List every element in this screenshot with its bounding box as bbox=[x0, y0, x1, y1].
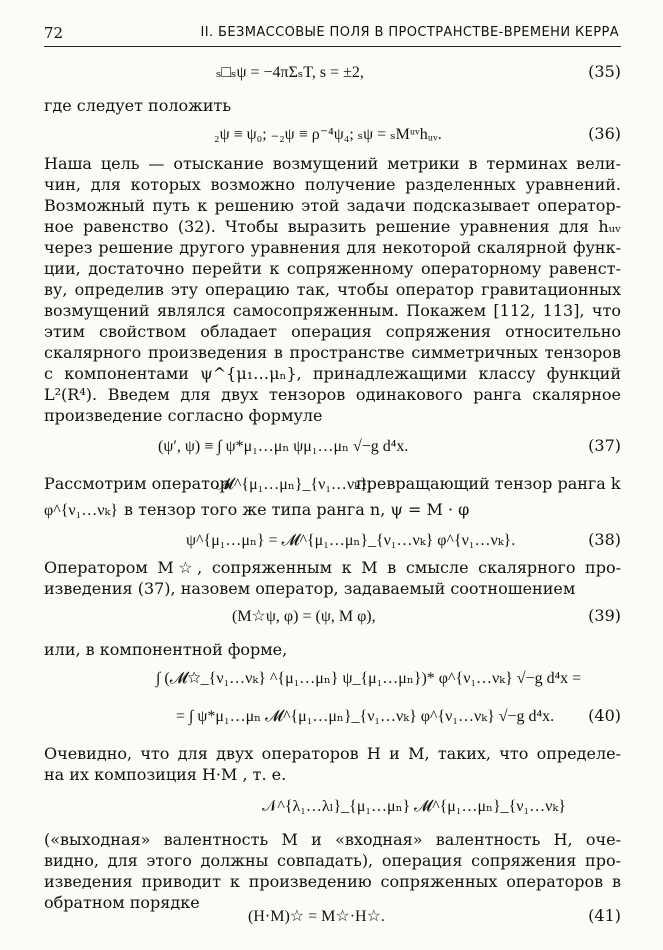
equation-number-38: (38) bbox=[588, 530, 621, 549]
text-line: или, в компонентной форме, bbox=[44, 640, 288, 659]
text-line: где следует положить bbox=[44, 96, 232, 115]
equation-40-line-1: ∫ (𝓜☆_{ν₁…νₖ} ^{μ₁…μₙ} ψ_{μ₁…μₙ})* φ^{ν₁…νₖ} √−g d⁴x = bbox=[156, 670, 582, 687]
paragraph-line: видно, для этого должны совпадать), операция сопряжения про- bbox=[44, 851, 621, 870]
equation-35: ₛ□ₛψ = −4πΣₛT, s = ±2, bbox=[216, 64, 364, 81]
text-line: превращающий тензор ранга k bbox=[356, 474, 621, 493]
paragraph-line: чин, для которых возможно получение разделенных уравнений. bbox=[44, 175, 621, 194]
paragraph-line: ции, достаточно перейти к сопряженному операторному равенст- bbox=[44, 259, 621, 278]
equation-38: ψ^{μ₁…μₙ} = 𝓜^{μ₁…μₙ}_{ν₁…νₖ} φ^{ν₁…νₖ}. bbox=[186, 532, 516, 549]
paragraph-line: («выходная» валентность M и «входная» валентность H, оче- bbox=[44, 830, 621, 849]
equation-36: ₂ψ ≡ ψ₀; ₋₂ψ ≡ ρ⁻⁴ψ₄; ₛψ = ₛMᵘᵛhᵤᵥ. bbox=[214, 126, 442, 143]
text-line: Рассмотрим оператор bbox=[44, 474, 230, 493]
paragraph-line: ное равенство (32). Чтобы выразить решение уравнения для hᵤᵥ bbox=[44, 217, 621, 236]
paragraph-line: с компонентами ψ^{μ₁…μₙ}, принадлежащими классу функций bbox=[44, 364, 621, 383]
paragraph-line: ву, определив эту операцию так, чтобы оператор гравитационных bbox=[44, 280, 621, 299]
paragraph-line: L²(R⁴). Введем для двух тензоров одинакового ранга скалярное bbox=[44, 385, 621, 404]
operator-composition: 𝒩^{λ₁…λₗ}_{μ₁…μₙ} 𝓜^{μ₁…μₙ}_{ν₁…νₖ} bbox=[262, 798, 566, 815]
paragraph-line: Возможный путь к решению этой задачи подсказывает оператор- bbox=[44, 196, 621, 215]
equation-number-39: (39) bbox=[588, 606, 621, 625]
paragraph-line: скалярного произведения в пространстве симметричных тензоров bbox=[44, 343, 621, 362]
operator-m: 𝓜^{μ₁…μₙ}_{ν₁…νₖ}, bbox=[216, 476, 372, 493]
paragraph-line: Очевидно, что для двух операторов H и M, таких, что определе- bbox=[44, 744, 621, 763]
equation-39: (M☆ψ, φ) = (ψ, M φ), bbox=[232, 608, 376, 625]
paragraph-line: Наша цель — отыскание возмущений метрики в терминах вели- bbox=[44, 154, 621, 173]
text-line: в тензор того же типа ранга n, ψ = M · φ bbox=[124, 500, 470, 519]
equation-40-line-2: = ∫ ψ*μ₁…μₙ 𝓜^{μ₁…μₙ}_{ν₁…νₖ} φ^{ν₁…νₖ} √−g d⁴x. bbox=[176, 708, 555, 725]
paragraph-line: изведения приводит к произведению сопряженных операторов в bbox=[44, 872, 621, 891]
page-number: 72 bbox=[44, 24, 64, 42]
equation-number-35: (35) bbox=[588, 62, 621, 81]
equation-number-40: (40) bbox=[588, 706, 621, 725]
chapter-title: II. БЕЗМАССОВЫЕ ПОЛЯ В ПРОСТРАНСТВЕ-ВРЕМЕНИ КЕРРА bbox=[200, 25, 619, 40]
equation-number-41: (41) bbox=[588, 906, 621, 925]
paragraph-line: возмущений являлся самосопряженным. Покажем [112, 113], что bbox=[44, 301, 621, 320]
equation-37: (ψ′, ψ) ≡ ∫ ψ*μ₁…μₙ ψμ₁…μₙ √−g d⁴x. bbox=[158, 438, 409, 455]
running-header bbox=[44, 24, 621, 47]
paragraph-line: этим свойством обладает операция сопряжения относительно bbox=[44, 322, 621, 341]
paragraph-line: Оператором M☆, сопряженным к M в смысле скалярного про- bbox=[44, 558, 621, 577]
paragraph-line: обратном порядке bbox=[44, 893, 200, 912]
equation-number-36: (36) bbox=[588, 124, 621, 143]
paragraph-line: произведение согласно формуле bbox=[44, 406, 323, 425]
tensor-phi: φ^{ν₁…νₖ} bbox=[44, 502, 118, 519]
equation-41: (H·M)☆ = M☆·H☆. bbox=[248, 908, 385, 925]
paragraph-line: через решение другого уравнения для некоторой скалярной функ- bbox=[44, 238, 621, 257]
paragraph-line: на их композиция H·M , т. е. bbox=[44, 765, 287, 784]
equation-number-37: (37) bbox=[588, 436, 621, 455]
paragraph-line: изведения (37), назовем оператор, задаваемый соотношением bbox=[44, 579, 576, 598]
